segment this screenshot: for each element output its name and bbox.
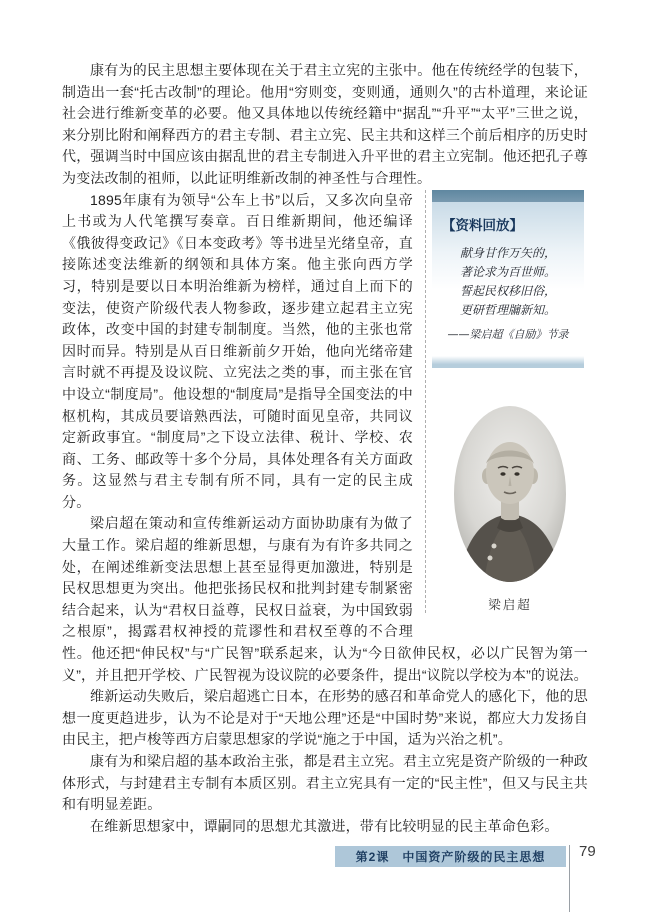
paragraph: 康有为和梁启超的基本政治主张，都是君主立宪。君主立宪是资产阶级的一种政体形式，与封建君主专制有本质区别。君主立宪具有一定的“民主性”，但又与民主共和有明显差距。 bbox=[62, 753, 588, 813]
footer-vertical-rule bbox=[569, 845, 570, 912]
poem-attribution: ——梁启超《自励》节录 bbox=[447, 327, 569, 341]
liang-qichao-portrait-image bbox=[454, 406, 566, 582]
box-header-strip bbox=[432, 190, 584, 202]
box-footer-strip bbox=[432, 356, 584, 368]
paragraph: 在维新思想家中，谭嗣同的思想尤其激进，带有比较明显的民主革命色彩。 bbox=[90, 817, 559, 834]
sidebar-dashed-divider bbox=[425, 190, 588, 613]
box-body bbox=[432, 202, 584, 348]
poem-line: 献身甘作万矢的， bbox=[459, 245, 556, 260]
sidebar-column bbox=[425, 190, 588, 638]
paragraph: 梁启超在策动和宣传维新运动方面协助康有为做了大量工作。梁启超的维新思想，与康有为有许多共同之处，在阐述维新变法思想上甚至显得更加激进，特别是民权思想更为突出。他把张扬民权和批判封建专制紧密结合起来，认为“君权日益尊，民权日益衰，为中国致弱之根原”，揭露君权神授的荒谬性和君权至尊的不合理性。他还把“伸民权”与“广民智”联系起来，认为“今日欲伸民权，必以广民智为第一义”，并且把开学校、广民智视为设议院的必要条件，提出“议院以学校为本”的说法。 bbox=[62, 515, 588, 683]
box-gap bbox=[432, 348, 584, 356]
footer-lesson-title: 第2课 中国资产阶级的民主思想 bbox=[355, 850, 546, 864]
footer-lesson-bar bbox=[335, 846, 566, 867]
body-text bbox=[62, 60, 588, 837]
paragraph: 维新运动失败后，梁启超逃亡日本，在形势的感召和革命党人的感化下，他的思想一度更趋进步，认为不论是对于“天地公理”还是“中国时势”来说，都应大力发扬自由民主，把卢梭等西方启蒙思想家的学说“施之于中国，适为兴治之机”。 bbox=[62, 688, 588, 748]
portrait-photo bbox=[432, 406, 588, 613]
photo-caption: 梁启超 bbox=[488, 597, 532, 612]
box-title: 【资料回放】 bbox=[442, 217, 523, 233]
resource-playback-box bbox=[432, 190, 584, 368]
paragraph: 1895年康有为领导“公车上书”以后，又多次向皇帝上书或为人代笔撰写奏章。百日维新期间，他还编译《俄彼得变政记》《日本变政考》等书进呈光绪皇帝，直接陈述变法维新的纲领和具体方案。他主张向西方学习，特别是要以日本明治维新为榜样，通过自上而下的变法，使资产阶级代表人物参政，逐步建立起君主立宪政体，改变中国的封建专制制度。当然，他的主张也常因时而异。特别是从百日维新前夕开始，他向光绪帝建言时就不再提及设议院、立宪法之类的事，而主张在官中设立“制度局”。他设想的“制度局”是指导全国变法的中枢机构，其成员要谙熟西法，可随时面见皇帝，共同议定新政事宜。“制度局”之下设立法律、税计、学校、农商、工务、邮政等十多个分局，具体处理各有关方面政务。这显然与君主专制有所不同，具有一定的民主成分。 bbox=[62, 191, 413, 510]
poem-line: 誓起民权移旧俗， bbox=[459, 283, 556, 298]
page-number: 79 bbox=[579, 843, 596, 860]
paragraph: 康有为的民主思想主要体现在关于君主立宪的主张中。他在传统经学的包装下，制造出一套“托古改制”的理论。他用“穷则变，变则通，通则久”的古朴道理，来论证社会进行维新变革的必要。他又具体地以传统经籍中“据乱”“升平”“太平”三世之说，来分别比附和阐释西方的君主专制、君主立宪、民主共和这样三个前后相序的历史时代，强调当时中国应该由据乱世的君主专制进入升平世的君主立宪制。他还把孔子尊为变法改制的祖师，以此证明维新改制的神圣性与合理性。 bbox=[62, 62, 588, 186]
poem-line: 著论求为百世师。 bbox=[459, 264, 556, 279]
poem-line: 更研哲理牖新知。 bbox=[459, 302, 556, 317]
